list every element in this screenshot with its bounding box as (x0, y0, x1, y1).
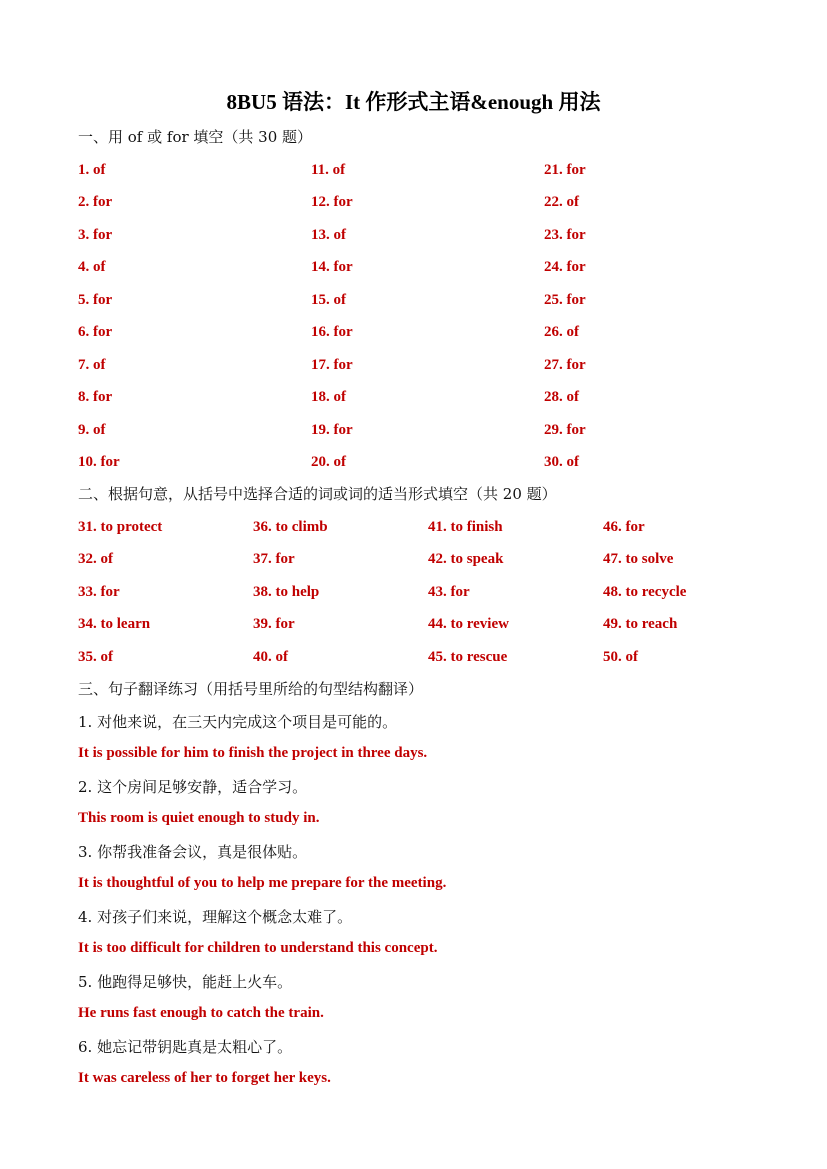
answer-row (78, 382, 777, 415)
answer-item: 36. to climb (253, 518, 328, 535)
translation-question: 5. 他跑得足够快，能赶上火车。 (78, 973, 293, 991)
answer-item: 43. for (428, 583, 470, 600)
answer-row (78, 414, 777, 447)
answer-item: 15. of (311, 291, 346, 308)
answer-item: 2. for (78, 194, 113, 211)
translation-question: 4. 对孩子们来说，理解这个概念太难了。 (78, 908, 353, 926)
section-2-heading: 二、根据句意，从括号中选择合适的词或词的适当形式填空（共 20 题） (78, 485, 557, 503)
answer-item: 11. of (311, 161, 346, 178)
answer-item: 50. of (603, 648, 638, 665)
answer-item: 47. to solve (603, 551, 674, 568)
answer-item: 26. of (544, 324, 579, 341)
answer-item: 21. for (544, 161, 586, 178)
answer-item: 38. to help (253, 583, 320, 600)
section-1-heading: 一、用 of 或 for 填空（共 30 题） (78, 128, 313, 146)
answer-item: 6. for (78, 324, 113, 341)
answer-item: 17. for (311, 356, 353, 373)
answer-row (78, 349, 777, 382)
section-3-heading: 三、句子翻译练习（用括号里所给的句型结构翻译） (78, 680, 424, 698)
section-2-answers (78, 511, 778, 674)
answer-item: 30. of (544, 454, 579, 471)
answer-row (78, 511, 778, 544)
answer-item: 8. for (78, 389, 113, 406)
answer-item: 5. for (78, 291, 113, 308)
answer-row (78, 154, 777, 187)
answer-item: 28. of (544, 389, 579, 406)
page-title: 8BU5 语法：It 作形式主语&enough 用法 (226, 90, 601, 114)
answer-row (78, 576, 778, 609)
answer-row (78, 544, 778, 577)
answer-item: 16. for (311, 324, 353, 341)
answer-item: 3. for (78, 226, 113, 243)
translation-answer: It is possible for him to finish the project in three days. (78, 745, 428, 761)
answer-item: 37. for (253, 551, 295, 568)
answer-item: 44. to review (428, 616, 509, 633)
answer-item: 13. of (311, 226, 346, 243)
answer-item: 25. for (544, 291, 586, 308)
answer-item: 41. to finish (428, 518, 503, 535)
answer-item: 4. of (78, 259, 106, 276)
answer-item: 45. to rescue (428, 648, 508, 665)
answer-item: 27. for (544, 356, 586, 373)
answer-row (78, 609, 778, 642)
answer-item: 40. of (253, 648, 288, 665)
answer-item: 9. of (78, 421, 106, 438)
answer-item: 46. for (603, 518, 645, 535)
answer-item: 49. to reach (603, 616, 678, 633)
translation-question: 1. 对他来说，在三天内完成这个项目是可能的。 (78, 713, 398, 731)
answer-item: 18. of (311, 389, 346, 406)
translation-question: 6. 她忘记带钥匙真是太粗心了。 (78, 1038, 293, 1056)
translation-question: 3. 你帮我准备会议，真是很体贴。 (78, 843, 308, 861)
translation-answer: It was careless of her to forget her keys. (78, 1070, 331, 1086)
translation-answer: It is thoughtful of you to help me prepare for the meeting. (78, 875, 447, 891)
answer-item: 32. of (78, 551, 113, 568)
section-1-answers (78, 154, 777, 479)
answer-item: 7. of (78, 356, 106, 373)
answer-item: 20. of (311, 454, 346, 471)
answer-row (78, 187, 777, 220)
answer-item: 1. of (78, 161, 106, 178)
answer-item: 34. to learn (78, 616, 151, 633)
answer-row (78, 252, 777, 285)
answer-item: 22. of (544, 194, 579, 211)
answer-row (78, 447, 777, 480)
answer-item: 19. for (311, 421, 353, 438)
answer-item: 39. for (253, 616, 295, 633)
answer-item: 14. for (311, 259, 353, 276)
translation-answer: It is too difficult for children to understand this concept. (78, 940, 438, 956)
answer-item: 12. for (311, 194, 353, 211)
answer-row (78, 641, 778, 674)
answer-item: 42. to speak (428, 551, 504, 568)
answer-item: 29. for (544, 421, 586, 438)
translation-answer: He runs fast enough to catch the train. (78, 1005, 324, 1021)
answer-row (78, 284, 777, 317)
answer-row (78, 219, 777, 252)
answer-item: 33. for (78, 583, 120, 600)
answer-item: 10. for (78, 454, 120, 471)
answer-item: 35. of (78, 648, 113, 665)
answer-item: 31. to protect (78, 518, 163, 535)
answer-item: 23. for (544, 226, 586, 243)
translation-question: 2. 这个房间足够安静，适合学习。 (78, 778, 308, 796)
answer-item: 24. for (544, 259, 586, 276)
translation-answer: This room is quiet enough to study in. (78, 810, 320, 826)
answer-row (78, 317, 777, 350)
answer-item: 48. to recycle (603, 583, 687, 600)
